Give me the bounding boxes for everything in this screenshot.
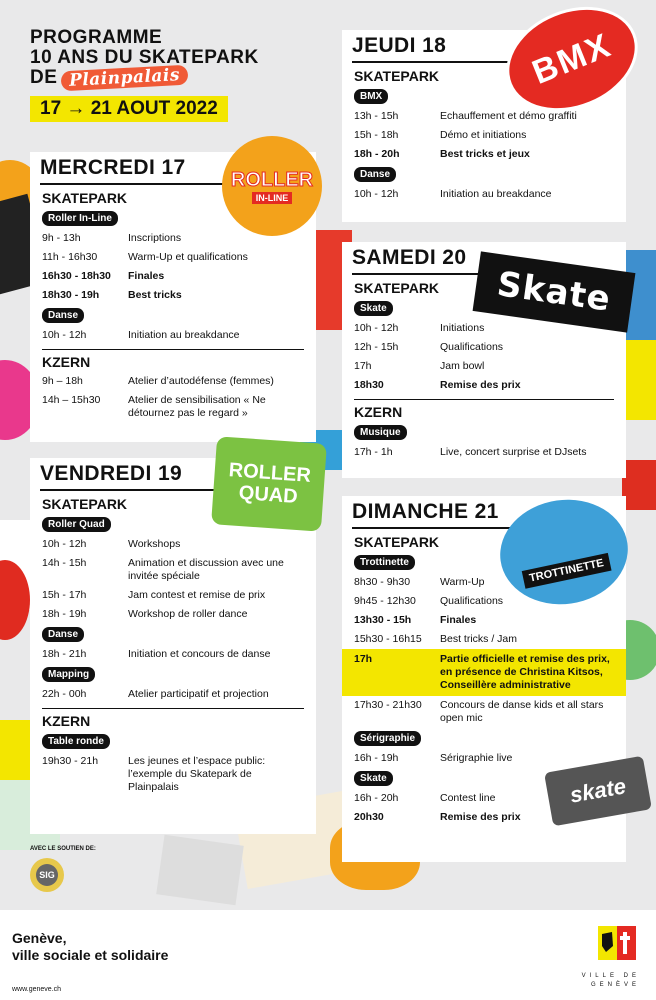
schedule-row-highlighted: 17h Partie officielle et remise des prix, en présence de Christina Kitsos, Conseillère administrative [342,649,626,696]
venue-title: KZERN [42,713,91,729]
bmx-sticker: BMX [491,0,654,130]
roller-quad-sticker: ROLLER QUAD [211,436,327,531]
schedule-row: 10h - 12h Workshops [42,538,181,550]
schedule-row: 16h30 - 18h30 Finales [42,270,165,282]
header-line-2: 10 ANS DU SKATEPARK [30,47,259,68]
roller-inline-sticker: ROLLER IN-LINE [222,136,322,236]
day-title: VENDREDI 19 [40,458,306,491]
activity-tag: Musique [354,425,407,440]
venue-title: SKATEPARK [42,496,128,512]
schedule-row: 22h - 00h Atelier participatif et projection [42,688,269,700]
skate-sticker-2: skate [544,756,652,827]
schedule-row: 9h - 13h Inscriptions [42,232,182,244]
activity-tag: Skate [354,771,393,786]
schedule-row: 11h - 16h30 Warm-Up et qualifications [42,251,248,263]
schedule-row: 14h - 15h Animation et discussion avec une invitée spéciale [42,557,284,582]
activity-tag: Trottinette [354,555,415,570]
day-title: SAMEDI 20 [352,242,616,275]
venue-title: SKATEPARK [354,68,440,84]
schedule-row: 20h30 Remise des prix [354,811,521,823]
day-title: MERCREDI 17 [40,152,306,185]
schedule-row: 17h30 - 21h30 Concours de danse kids et all stars open mic [354,699,604,724]
support-label: AVEC LE SOUTIEN DE: [30,846,96,852]
trottinette-sticker: TROTTINETTE [493,492,634,613]
activity-tag: Sérigraphie [354,731,421,746]
schedule-row: 8h30 - 9h30 Warm-Up [354,576,485,588]
event-dates: 17 → 21 AOUT 2022 [30,96,228,122]
divider [42,708,304,709]
schedule-row: 16h - 19h Sérigraphie live [354,752,513,764]
schedule-row: 14h – 15h30 Atelier de sensibilisation « Ne détournez pas le regard » [42,394,266,419]
schedule-row: 9h – 18h Atelier d’autodéfense (femmes) [42,375,274,387]
header-line-3 [30,65,330,91]
schedule-row: 10h - 12h Initiation au breakdance [42,329,240,341]
schedule-row: 13h30 - 15h Finales [354,614,477,626]
activity-tag: Danse [42,627,84,642]
activity-tag: Table ronde [42,734,110,749]
schedule-row: 17h Jam bowl [354,360,485,372]
schedule-row: 18h30 Remise des prix [354,379,521,391]
schedule-row: 9h45 - 12h30 Qualifications [354,595,504,607]
schedule-row: 15h - 18h Démo et initiations [354,129,527,141]
geneva-crest-icon [598,926,636,970]
schedule-row: 12h - 15h Qualifications [354,341,504,353]
schedule-row: 10h - 12h Initiation au breakdance [354,188,552,200]
ville-de-geneve-logo-text: VILLE DE GENÈVE [581,973,640,988]
venue-title: SKATEPARK [354,534,440,550]
schedule-row: 10h - 12h Initiations [354,322,485,334]
footer-title: Genève, ville sociale et solidaire [12,930,169,963]
venue-title: SKATEPARK [354,280,440,296]
schedule-row: 15h - 17h Jam contest et remise de prix [42,589,266,601]
footer [0,910,656,1000]
venue-title: KZERN [354,404,403,420]
activity-tag: BMX [354,89,388,104]
schedule-row: 18h - 19h Workshop de roller dance [42,608,248,620]
activity-tag: Danse [354,167,396,182]
activity-tag: Danse [42,308,84,323]
activity-tag: Mapping [42,667,95,682]
header-de: DE [30,67,58,88]
schedule-row: 13h - 15h Echauffement et démo graffiti [354,110,577,122]
header-line-1: PROGRAMME [30,27,163,48]
schedule-row: 19h30 - 21h Les jeunes et l’espace public: l’exemple du Skatepark de Plainpalais [42,755,266,793]
skate-sticker: Skate [473,251,636,332]
day-title: DIMANCHE 21 [352,496,616,529]
venue-title: SKATEPARK [42,190,128,206]
schedule-row: 15h30 - 16h15 Best tricks / Jam [354,633,518,645]
schedule-row: 18h30 - 19h Best tricks [42,289,182,301]
schedule-row: 18h - 21h Initiation et concours de danse [42,648,271,660]
activity-tag: Roller Quad [42,517,111,532]
poster-header [30,28,330,122]
plainpalais-logo: Plainpalais [61,65,189,92]
footer-url[interactable]: www.geneve.ch [12,986,62,993]
activity-tag: Skate [354,301,393,316]
schedule-row: 17h - 1h Live, concert surprise et DJsets [354,446,587,458]
schedule-row: 16h - 20h Contest line [354,792,496,804]
venue-title: KZERN [42,354,91,370]
activity-tag: Roller In-Line [42,211,118,226]
divider [42,349,304,350]
sig-logo: SIG [30,858,64,892]
day-title: JEUDI 18 [352,30,616,63]
divider [354,399,614,400]
schedule-row: 18h - 20h Best tricks et jeux [354,148,530,160]
